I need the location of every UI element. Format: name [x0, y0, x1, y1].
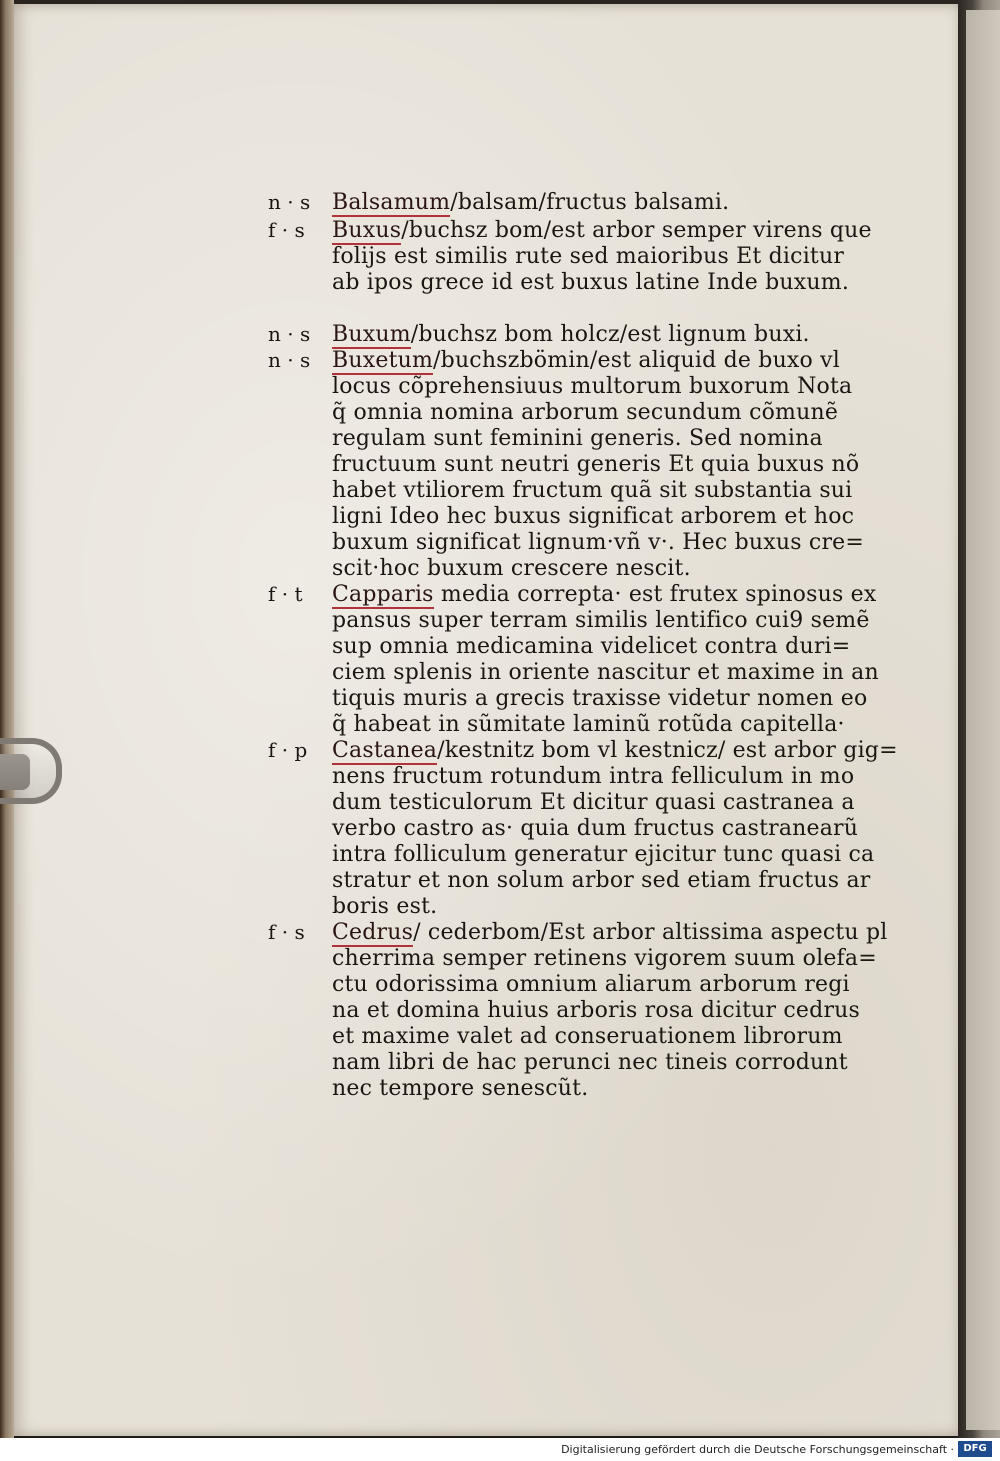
- text-line: pansus super terram similis lentifico cui9 semẽ: [332, 608, 870, 633]
- entry-marker: n · s: [268, 190, 311, 214]
- text-line: locus cõprehensiuus multorum buxorum Nota: [332, 374, 853, 399]
- text-line: folijs est similis rute sed maioribus Et dicitur: [332, 244, 845, 269]
- text-line: Buxum/buchsz bom holcz/est lignum buxi.: [332, 322, 810, 347]
- text-line: regulam sunt feminini generis. Sed nomina: [332, 426, 823, 451]
- text-line: nens fructum rotundum intra felliculum in mo: [332, 764, 855, 789]
- text-line: ctu odorissima omnium aliarum arborum regi: [332, 972, 850, 997]
- headword: Buxetum: [332, 348, 434, 373]
- text-line: Buxus/buchsz bom/est arbor semper virens que: [332, 218, 872, 243]
- text-line: nam libri de hac perunci nec tineis corrodunt: [332, 1050, 848, 1075]
- text-line: na et domina huius arboris rosa dicitur cedrus: [332, 998, 861, 1023]
- text-line: Castanea/kestnitz bom vl kestnicz/ est arbor gig=: [332, 738, 898, 763]
- text-line: Capparis media correpta· est frutex spinosus ex: [332, 582, 877, 607]
- text-line: dum testiculorum Et dicitur quasi castranea a: [332, 790, 855, 815]
- text-line: ligni Ideo hec buxus significat arborem et hoc: [332, 504, 855, 529]
- text-line: habet vtiliorem fructum quã sit substantia sui: [332, 478, 853, 503]
- text-line: sup omnia medicamina videlicet contra duri=: [332, 634, 851, 659]
- page-clip: [0, 738, 62, 804]
- text-line: ab ipos grece id est buxus latine Inde buxum.: [332, 270, 850, 295]
- entry-marker: n · s: [268, 322, 311, 346]
- headword: Cedrus: [332, 920, 414, 945]
- text-line: scit·hoc buxum crescere nescit.: [332, 556, 691, 581]
- text-line: verbo castro as· quia dum fructus castranearũ: [332, 816, 859, 841]
- entry-marker: f · s: [268, 920, 305, 944]
- entry-marker: f · s: [268, 218, 305, 242]
- headword: Buxus: [332, 218, 402, 243]
- headword: Balsamum: [332, 190, 451, 215]
- entry-marker: n · s: [268, 348, 311, 372]
- page-edge-left: [0, 0, 14, 1438]
- headword: Castanea: [332, 738, 438, 763]
- entry-marker: f · t: [268, 582, 303, 606]
- text-line: ciem splenis in oriente nascitur et maxime in an: [332, 660, 879, 685]
- text-line: nec tempore senescũt.: [332, 1076, 589, 1101]
- text-line: intra folliculum generatur ejicitur tunc quasi ca: [332, 842, 875, 867]
- text-line: et maxime valet ad conseruationem librorum: [332, 1024, 843, 1049]
- text-line: Buxetum/buchszbömin/est aliquid de buxo vl: [332, 348, 841, 373]
- headword: Buxum: [332, 322, 411, 347]
- text-line: cherrima semper retinens vigorem suum olefa=: [332, 946, 877, 971]
- footer-credit: Digitalisierung gefördert durch die Deutsche Forschungsgemeinschaft ·: [561, 1443, 954, 1456]
- facing-page: [966, 10, 1000, 1430]
- entry-marker: f · p: [268, 738, 308, 762]
- text-line: q̃ omnia nomina arborum secundum cõmunẽ: [332, 400, 839, 425]
- text-line: boris est.: [332, 894, 438, 919]
- text-line: fructuum sunt neutri generis Et quia buxus nõ: [332, 452, 860, 477]
- dfg-logo: DFG: [958, 1441, 992, 1457]
- text-line: tiquis muris a grecis traxisse videtur nomen eo: [332, 686, 868, 711]
- text-line: Cedrus/ cederbom/Est arbor altissima aspectu pl: [332, 920, 888, 945]
- headword: Capparis: [332, 582, 434, 607]
- footer-bar: [0, 1438, 1000, 1461]
- text-line: Balsamum/balsam/fructus balsami.: [332, 190, 730, 215]
- text-line: buxum significat lignum·vñ v·. Hec buxus cre=: [332, 530, 865, 555]
- text-line: stratur et non solum arbor sed etiam fructus ar: [332, 868, 871, 893]
- text-line: q̃ habeat in sũmitate laminũ rotũda capitella·: [332, 712, 845, 737]
